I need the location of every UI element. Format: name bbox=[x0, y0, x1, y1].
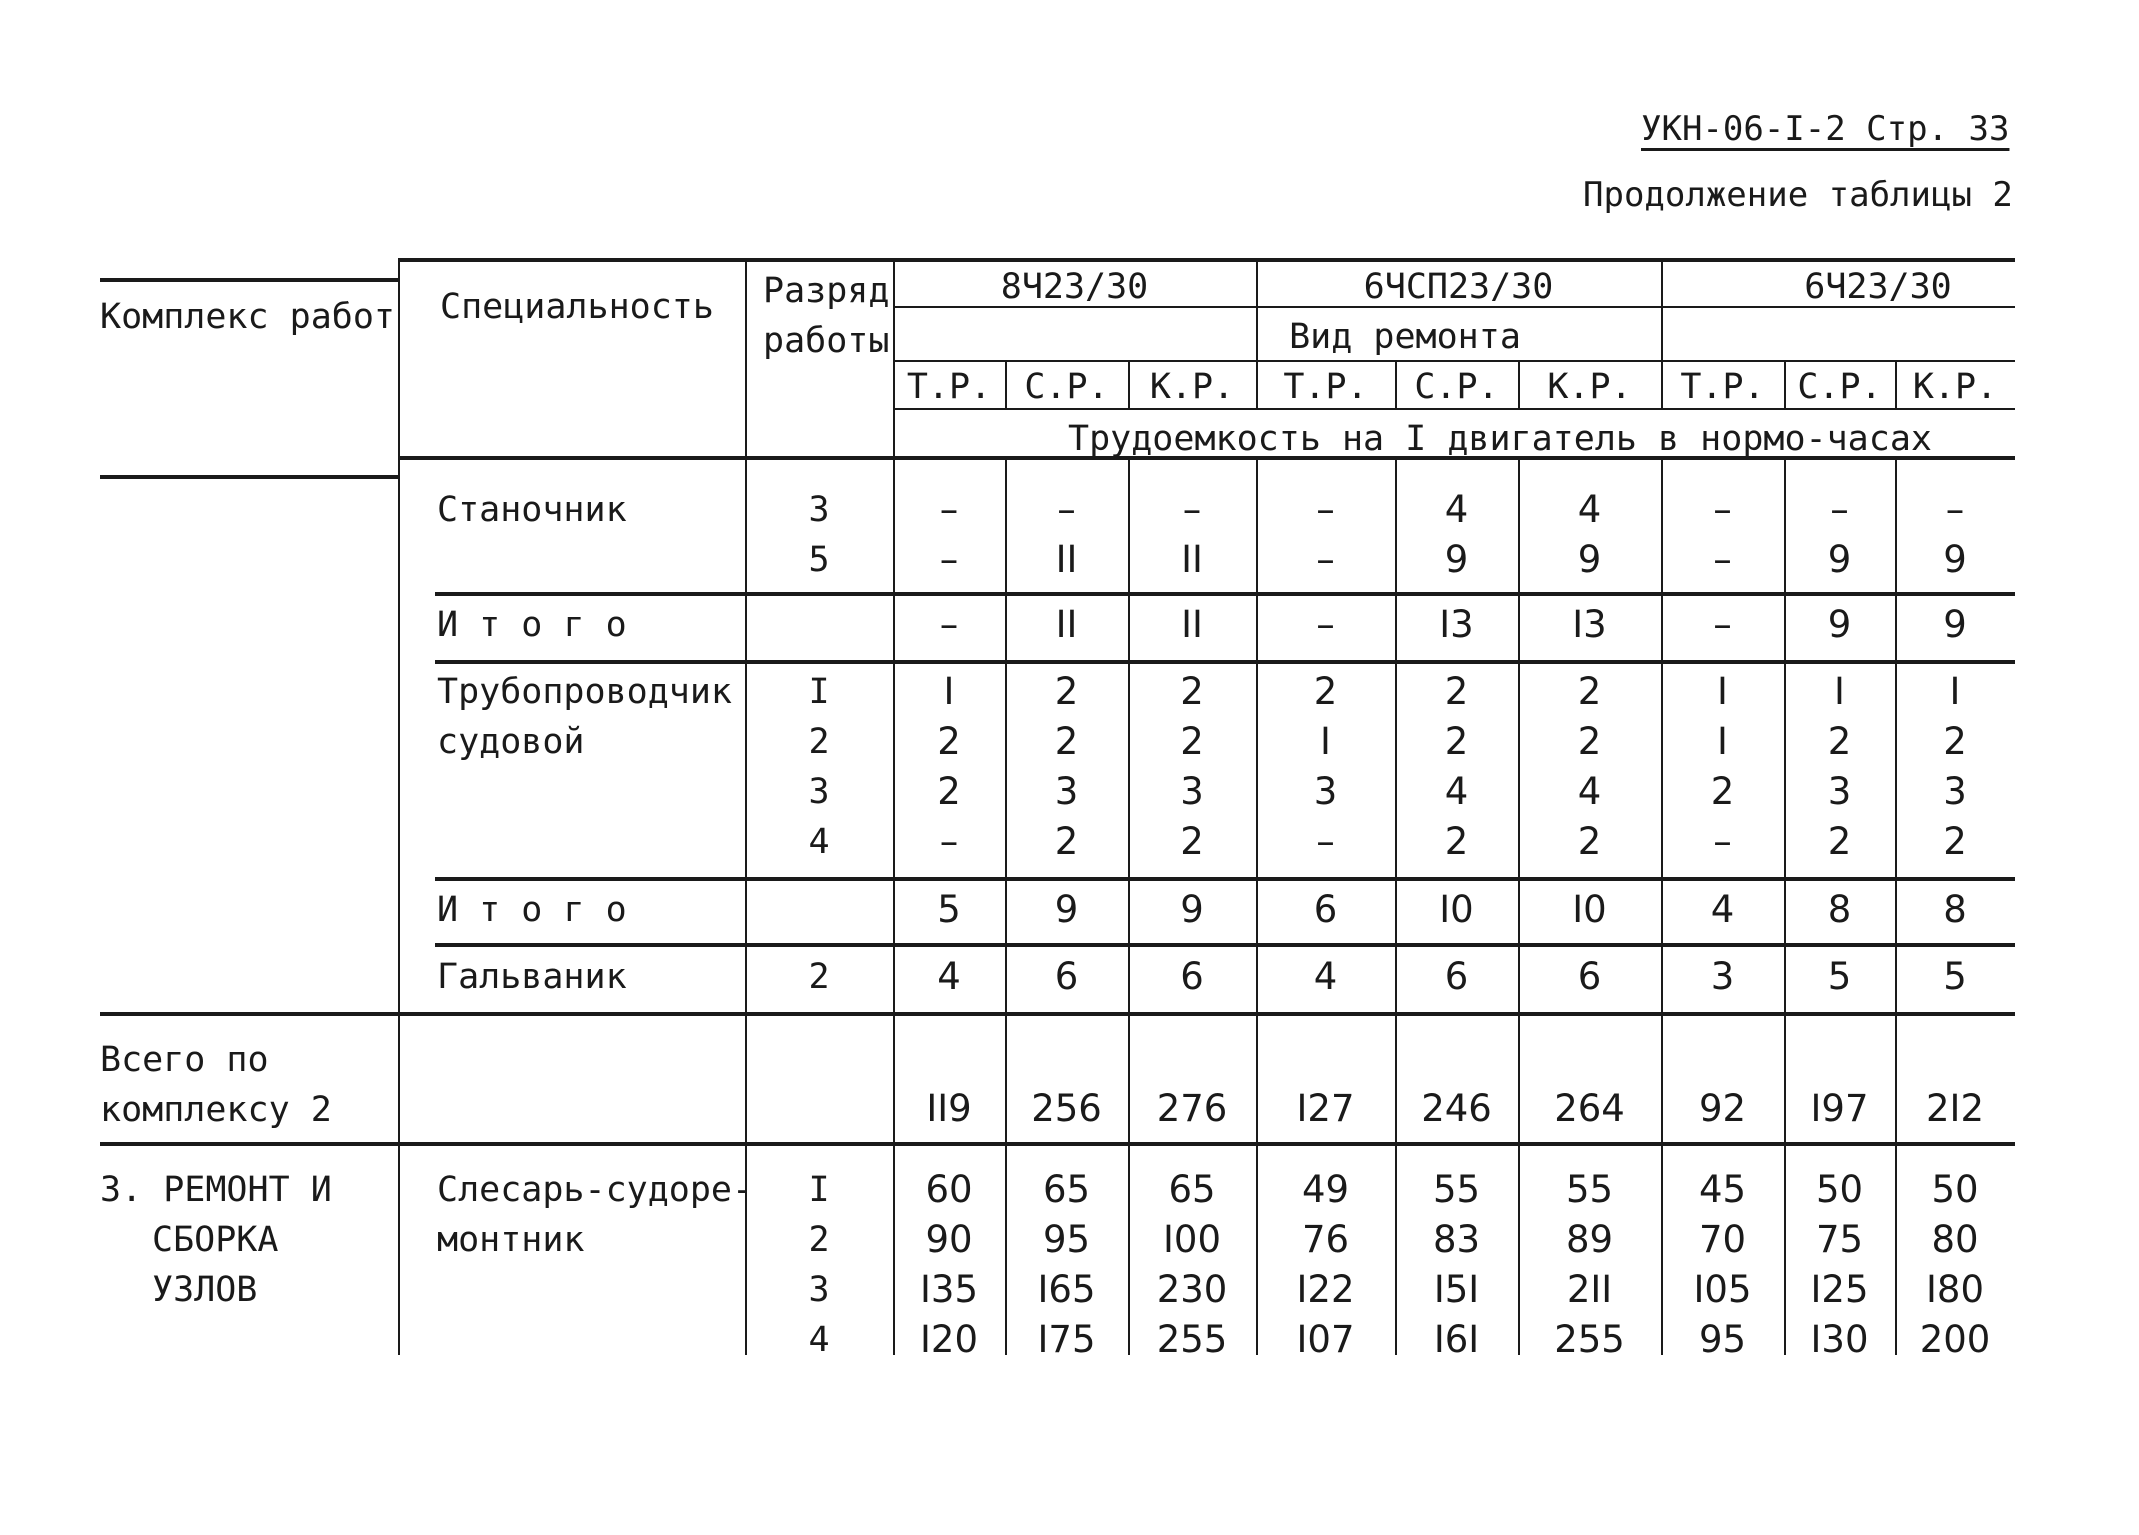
work-grade: 2 bbox=[808, 957, 830, 997]
labor-hours-cell: I22 bbox=[1296, 1268, 1355, 1311]
complex-of-works-text: 3. РЕМОНТ И bbox=[100, 1170, 332, 1210]
repair-kind-label: С.Р. bbox=[1797, 367, 1882, 407]
labor-hours-cell: 4 bbox=[1577, 488, 1602, 531]
labor-hours-cell: 65 bbox=[1042, 1168, 1091, 1211]
labor-hours-cell: 3 bbox=[1054, 770, 1079, 813]
labor-hours-cell: 70 bbox=[1698, 1218, 1747, 1261]
labor-hours-cell: 2I2 bbox=[1926, 1087, 1984, 1130]
labor-hours-cell: I75 bbox=[1037, 1318, 1096, 1361]
labor-hours-cell: 4 bbox=[937, 955, 961, 998]
labor-hours-cell: – bbox=[939, 488, 959, 531]
labor-hours-cell: 2 bbox=[1444, 820, 1469, 863]
header-complex: Комплекс работ bbox=[100, 297, 396, 337]
table-top-rule bbox=[398, 258, 2015, 262]
section-rule bbox=[100, 1142, 2015, 1146]
engine-model-label: 6ЧСП23/30 bbox=[1363, 267, 1554, 307]
specialty-text: Станочник bbox=[437, 490, 627, 530]
labor-hours-cell: 90 bbox=[925, 1218, 973, 1261]
labor-hours-cell: 9 bbox=[1180, 888, 1204, 931]
labor-hours-cell: II bbox=[1181, 603, 1203, 646]
labor-hours-cell: 264 bbox=[1554, 1087, 1625, 1130]
section-rule bbox=[435, 943, 2015, 947]
labor-hours-cell: 2 bbox=[1054, 670, 1079, 713]
labor-hours-cell: 92 bbox=[1698, 1087, 1747, 1130]
labor-hours-cell: I05 bbox=[1693, 1268, 1752, 1311]
labor-hours-cell: I bbox=[943, 670, 955, 713]
labor-hours-cell: 2 bbox=[1710, 770, 1735, 813]
value-column-divider bbox=[1784, 456, 1786, 1355]
labor-hours-cell: I3 bbox=[1572, 603, 1607, 646]
engine-group-divider bbox=[1661, 260, 1663, 360]
labor-hours-cell: I65 bbox=[1037, 1268, 1096, 1311]
repair-kind-label: Т.Р. bbox=[906, 367, 992, 407]
work-grade: 3 bbox=[808, 772, 830, 812]
labor-hours-cell: 95 bbox=[1042, 1218, 1091, 1261]
labor-hours-cell: I00 bbox=[1163, 1218, 1221, 1261]
labor-hours-cell: I0 bbox=[1572, 888, 1607, 931]
repair-type-header: Вид ремонта bbox=[1289, 317, 1521, 357]
labor-hours-cell: – bbox=[939, 538, 959, 581]
labor-hours-cell: 246 bbox=[1421, 1087, 1492, 1130]
labor-hours-cell: 6 bbox=[1313, 888, 1338, 931]
repair-kind-divider bbox=[1895, 360, 1897, 408]
labor-hours-cell: I3 bbox=[1439, 603, 1474, 646]
labor-hours-cell: 55 bbox=[1565, 1168, 1614, 1211]
labor-hours-cell: I bbox=[1717, 720, 1728, 763]
column-divider-complex bbox=[398, 262, 400, 1355]
work-grade: I bbox=[808, 672, 830, 712]
labor-hours-cell: 65 bbox=[1168, 1168, 1216, 1211]
work-grade: 3 bbox=[808, 490, 830, 530]
labor-hours-cell: – bbox=[1316, 603, 1335, 646]
labor-hours-cell: I bbox=[1320, 720, 1331, 763]
labor-hours-cell: I35 bbox=[920, 1268, 978, 1311]
labor-hours-cell: 49 bbox=[1301, 1168, 1350, 1211]
labor-hours-cell: 50 bbox=[1815, 1168, 1864, 1211]
labor-hours-cell: 6 bbox=[1180, 955, 1204, 998]
section-rule bbox=[435, 660, 2015, 664]
labor-hours-cell: I0 bbox=[1439, 888, 1474, 931]
labor-hours-cell: 5 bbox=[937, 888, 961, 931]
labor-hours-cell: I25 bbox=[1810, 1268, 1869, 1311]
labor-hours-cell: II bbox=[1055, 538, 1078, 581]
labor-hours-cell: 2 bbox=[1943, 720, 1967, 763]
work-grade: I bbox=[808, 1170, 830, 1210]
labor-hours-cell: – bbox=[1316, 488, 1335, 531]
value-column-divider bbox=[1895, 456, 1897, 1355]
labor-hours-cell: 4 bbox=[1577, 770, 1602, 813]
labor-hours-cell: 2 bbox=[1577, 820, 1602, 863]
labor-hours-cell: – bbox=[1316, 538, 1335, 581]
labor-hours-cell: 76 bbox=[1301, 1218, 1350, 1261]
labor-hours-cell: 9 bbox=[1827, 538, 1852, 581]
labor-hours-cell: – bbox=[1182, 488, 1202, 531]
labor-hours-cell: 200 bbox=[1919, 1318, 1991, 1361]
labor-hours-cell: 9 bbox=[1054, 888, 1079, 931]
labor-hours-cell: 60 bbox=[925, 1168, 973, 1211]
labor-hours-cell: I bbox=[1949, 670, 1961, 713]
labor-hours-cell: I bbox=[1717, 670, 1728, 713]
labor-hours-cell: 95 bbox=[1698, 1318, 1747, 1361]
labor-hours-cell: I30 bbox=[1810, 1318, 1869, 1361]
header-grade-line2: работы bbox=[763, 321, 890, 361]
labor-hours-cell: 2 bbox=[1827, 720, 1852, 763]
repair-kind-label: С.Р. bbox=[1024, 367, 1109, 407]
labor-hours-cell: 55 bbox=[1432, 1168, 1481, 1211]
labor-hours-cell: 6 bbox=[1577, 955, 1602, 998]
value-column-divider bbox=[1518, 456, 1520, 1355]
labor-hours-cell: 2 bbox=[937, 720, 961, 763]
repair-kind-divider bbox=[1005, 360, 1007, 408]
labor-hours-cell: I20 bbox=[920, 1318, 978, 1361]
header-specialty: Специальность bbox=[440, 287, 714, 327]
labor-hours-cell: I6I bbox=[1433, 1318, 1480, 1361]
labor-hours-cell: 255 bbox=[1156, 1318, 1228, 1361]
labor-hours-cell: 50 bbox=[1931, 1168, 1979, 1211]
work-grade: 2 bbox=[808, 1220, 830, 1260]
labor-hours-cell: 83 bbox=[1432, 1218, 1481, 1261]
complex-of-works-text: СБОРКА bbox=[152, 1220, 279, 1260]
value-column-divider bbox=[1661, 456, 1663, 1355]
work-grade: 4 bbox=[808, 1320, 830, 1360]
labor-hours-cell: 3 bbox=[1180, 770, 1204, 813]
labor-hours-cell: – bbox=[1713, 488, 1732, 531]
labor-hours-cell: 2 bbox=[1577, 670, 1602, 713]
labor-hours-cell: 2 bbox=[1054, 820, 1079, 863]
labor-hours-cell: 2 bbox=[937, 770, 961, 813]
section-rule bbox=[435, 592, 2015, 596]
repair-kind-label: Т.Р. bbox=[1680, 367, 1765, 407]
labor-hours-cell: 2 bbox=[1180, 820, 1204, 863]
labor-hours-cell: – bbox=[1713, 603, 1732, 646]
labor-hours-cell: 3 bbox=[1313, 770, 1338, 813]
labor-hours-cell: 6 bbox=[1444, 955, 1469, 998]
specialty-text: Слесарь-судоре- bbox=[437, 1170, 754, 1210]
labor-hours-cell: 9 bbox=[1444, 538, 1469, 581]
labor-hours-cell: 2 bbox=[1444, 720, 1469, 763]
engine-model-label: 8Ч23/30 bbox=[1000, 267, 1149, 307]
labor-hours-cell: I07 bbox=[1296, 1318, 1355, 1361]
labor-hours-cell: 256 bbox=[1031, 1087, 1102, 1130]
labor-hours-cell: 255 bbox=[1554, 1318, 1625, 1361]
labor-hours-cell: 75 bbox=[1815, 1218, 1864, 1261]
labor-hours-cell: 4 bbox=[1710, 888, 1735, 931]
header-grade-line1: Разряд bbox=[763, 271, 890, 311]
labor-hours-cell: 9 bbox=[1827, 603, 1852, 646]
value-column-divider bbox=[1128, 456, 1130, 1355]
specialty-text: судовой bbox=[437, 722, 585, 762]
repair-kind-label: К.Р. bbox=[1547, 367, 1632, 407]
labor-hours-cell: 3 bbox=[1827, 770, 1852, 813]
labor-hours-cell: – bbox=[1316, 820, 1335, 863]
repair-type-rule bbox=[893, 360, 2015, 362]
repair-kind-label: К.Р. bbox=[1912, 367, 1998, 407]
labor-hours-cell: – bbox=[1057, 488, 1076, 531]
labor-hours-cell: 2 bbox=[1180, 720, 1204, 763]
specialty-text: И т о г о bbox=[437, 890, 627, 930]
work-grade: 4 bbox=[808, 822, 830, 862]
labor-hours-cell: 3 bbox=[1710, 955, 1735, 998]
labor-hours-cell: – bbox=[1830, 488, 1849, 531]
value-column-divider bbox=[1005, 456, 1007, 1355]
labor-hours-cell: 9 bbox=[1577, 538, 1602, 581]
repair-kind-divider bbox=[1395, 360, 1397, 408]
work-grade: 3 bbox=[808, 1270, 830, 1310]
section-rule bbox=[100, 1012, 2015, 1016]
labor-hours-cell: 2 bbox=[1313, 670, 1338, 713]
repair-kind-divider bbox=[1661, 360, 1663, 408]
header-bottom-rule bbox=[100, 475, 398, 479]
complex-of-works-text: УЗЛОВ bbox=[152, 1270, 258, 1310]
repair-kind-label: С.Р. bbox=[1414, 367, 1499, 407]
labor-hours-cell: I bbox=[1834, 670, 1845, 713]
labor-hours-cell: – bbox=[939, 820, 959, 863]
labor-hours-cell: I5I bbox=[1433, 1268, 1480, 1311]
repair-kind-divider bbox=[1128, 360, 1130, 408]
labor-hours-cell: 4 bbox=[1444, 488, 1469, 531]
table-continuation-caption: Продолжение таблицы 2 bbox=[1583, 175, 2013, 215]
labor-hours-cell: 9 bbox=[1943, 603, 1967, 646]
engine-group-divider bbox=[1256, 260, 1258, 360]
labor-hours-cell: 2 bbox=[1943, 820, 1967, 863]
labor-hours-cell: 9 bbox=[1943, 538, 1967, 581]
work-grade: 2 bbox=[808, 722, 830, 762]
table-top-rule bbox=[100, 278, 398, 282]
labor-hours-cell: 276 bbox=[1156, 1087, 1228, 1130]
labor-hours-cell: II bbox=[1181, 538, 1203, 581]
labor-hours-cell: 4 bbox=[1313, 955, 1338, 998]
labor-hours-cell: – bbox=[1713, 538, 1732, 581]
labor-hours-cell: 4 bbox=[1444, 770, 1469, 813]
section-rule bbox=[435, 877, 2015, 881]
specialty-text: Гальваник bbox=[437, 957, 627, 997]
labor-hours-cell: 2 bbox=[1054, 720, 1079, 763]
labor-hours-cell: 2II bbox=[1566, 1268, 1613, 1311]
labor-hours-cell: 5 bbox=[1943, 955, 1967, 998]
specialty-text: И т о г о bbox=[437, 605, 627, 645]
labor-hours-cell: 2 bbox=[1577, 720, 1602, 763]
labor-hours-cell: 2 bbox=[1180, 670, 1204, 713]
repair-kind-label: К.Р. bbox=[1149, 367, 1235, 407]
repair-kind-divider bbox=[1256, 360, 1258, 408]
labor-hours-cell: 230 bbox=[1156, 1268, 1228, 1311]
value-column-divider bbox=[1395, 456, 1397, 1355]
labor-hours-cell: 8 bbox=[1943, 888, 1967, 931]
work-grade: 5 bbox=[808, 540, 830, 580]
labor-hours-cell: 45 bbox=[1698, 1168, 1747, 1211]
repair-kind-divider bbox=[1518, 360, 1520, 408]
complex-of-works-text: Всего по bbox=[100, 1040, 269, 1080]
labor-hours-cell: – bbox=[1713, 820, 1732, 863]
labor-hours-cell: I97 bbox=[1810, 1087, 1869, 1130]
labor-hours-cell: 80 bbox=[1931, 1218, 1979, 1261]
doc-reference: УКН-06-I-2 Стр. 33 bbox=[1641, 109, 2010, 149]
value-column-divider bbox=[1256, 456, 1258, 1355]
engine-model-label: 6Ч23/30 bbox=[1804, 267, 1952, 307]
labor-caption: Трудоемкость на I двигатель в нормо-часах bbox=[1068, 419, 1932, 459]
labor-hours-cell: 2 bbox=[1827, 820, 1852, 863]
labor-hours-cell: – bbox=[1945, 488, 1965, 531]
labor-hours-cell: I27 bbox=[1296, 1087, 1355, 1130]
repair-kind-label: Т.Р. bbox=[1283, 367, 1368, 407]
labor-hours-cell: 2 bbox=[1444, 670, 1469, 713]
specialty-text: Трубопроводчик bbox=[437, 672, 733, 712]
labor-hours-cell: I80 bbox=[1926, 1268, 1984, 1311]
labor-hours-cell: 8 bbox=[1827, 888, 1852, 931]
repair-kind-rule bbox=[893, 408, 2015, 410]
repair-kind-divider bbox=[1784, 360, 1786, 408]
specialty-text: монтник bbox=[437, 1220, 585, 1260]
labor-hours-cell: – bbox=[939, 603, 959, 646]
labor-hours-cell: 89 bbox=[1565, 1218, 1614, 1261]
labor-hours-cell: 5 bbox=[1827, 955, 1852, 998]
labor-hours-cell: II bbox=[1055, 603, 1078, 646]
labor-hours-cell: 3 bbox=[1943, 770, 1967, 813]
column-divider-grade bbox=[893, 260, 895, 1355]
complex-of-works-text: комплексу 2 bbox=[100, 1090, 332, 1130]
labor-hours-cell: 6 bbox=[1054, 955, 1079, 998]
labor-hours-cell: II9 bbox=[926, 1087, 972, 1130]
